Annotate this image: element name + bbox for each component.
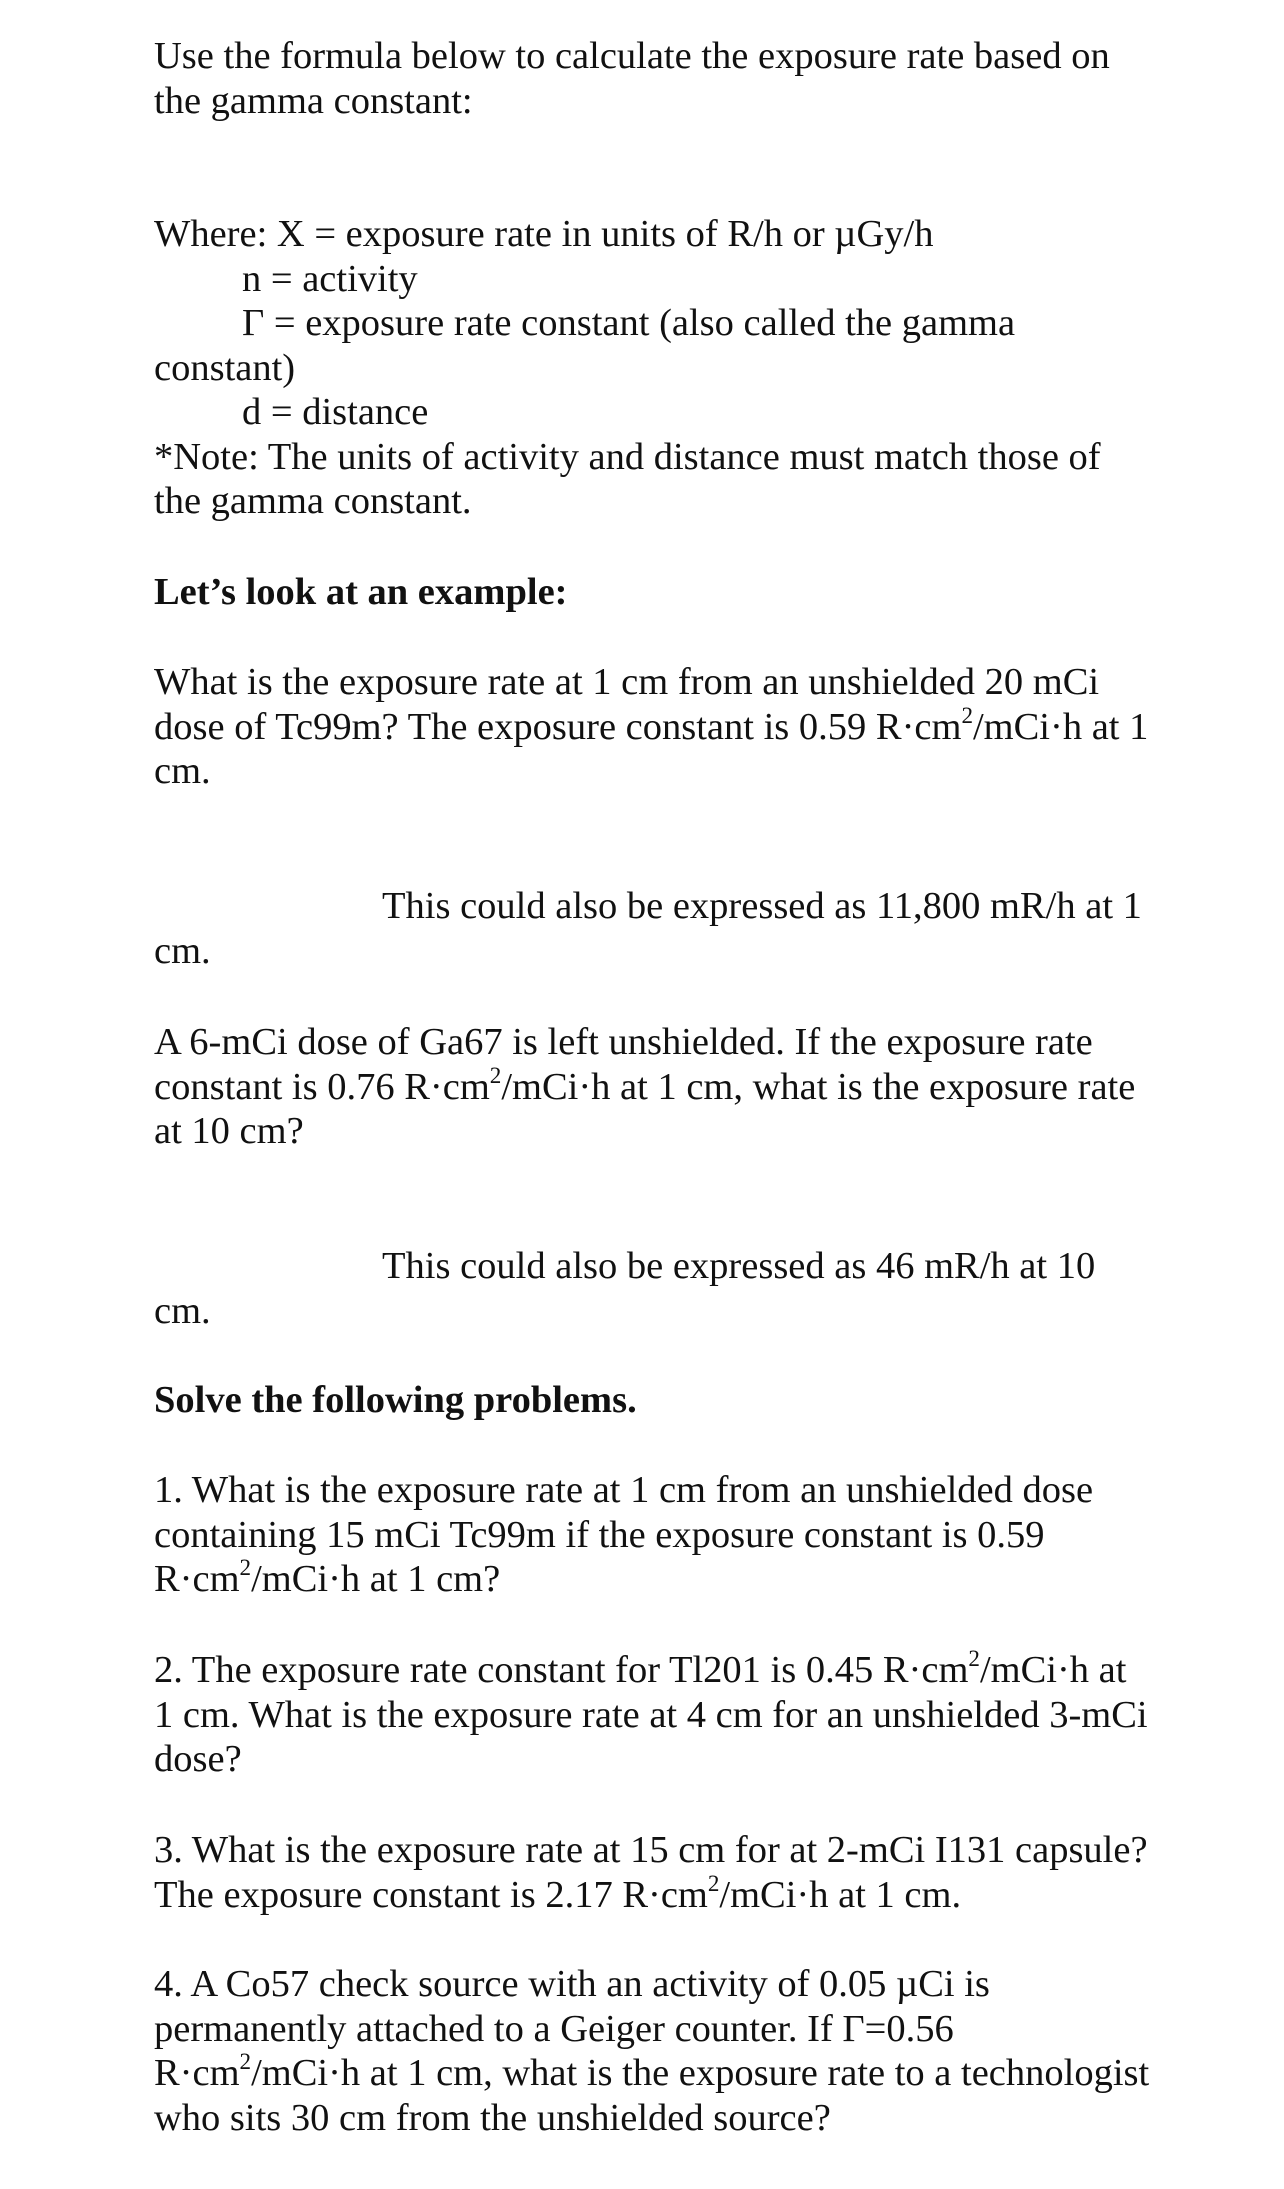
- problem-2-line: dose?: [154, 1738, 242, 1780]
- problem-2-line: [154, 1644, 1164, 1693]
- example2-text: constant is 0.76 R·cm: [154, 1065, 490, 1108]
- example2-text: /mCi·h at 1 cm, what is the exposure rate: [501, 1065, 1136, 1108]
- superscript: 2: [707, 1869, 720, 1896]
- example2-answer: [154, 1244, 1164, 1333]
- example1-line: cm.: [154, 750, 211, 792]
- example2-line: A 6-mCi dose of Ga67 is left unshielded. If the exposure rate: [154, 1021, 1093, 1063]
- problem-2-line: 1 cm. What is the exposure rate at 4 cm for an unshielded 3-mCi: [154, 1693, 1148, 1736]
- superscript: 2: [489, 1061, 502, 1088]
- example-heading: Let’s look at an example:: [154, 571, 568, 613]
- problem-2-text: 2. The exposure rate constant for Tl201 is 0.45 R·cm: [154, 1649, 969, 1691]
- problem-3-text: /mCi·h at 1 cm.: [719, 1873, 962, 1916]
- example1-line: [154, 701, 1164, 750]
- problem-4-text: /mCi·h at 1 cm, what is the exposure rate to a technologist: [251, 2052, 1150, 2094]
- example2-line: [154, 1061, 1164, 1110]
- problem-2: [154, 1644, 1164, 1782]
- problem-3: [154, 1828, 1164, 1917]
- problem-3-line: 3. What is the exposure rate at 15 cm for at 2-mCi I131 capsule?: [154, 1829, 1148, 1871]
- example1-text: dose of Tc99m? The exposure constant is 0.59 R·cm: [154, 705, 962, 748]
- example1-answer: [154, 884, 1164, 973]
- definition-gamma-cont: constant): [154, 346, 296, 389]
- intro-line: the gamma constant:: [154, 79, 473, 122]
- example2-line: at 10 cm?: [154, 1110, 304, 1152]
- example1-text: /mCi·h at 1: [972, 705, 1149, 748]
- intro-paragraph: [154, 34, 1164, 123]
- superscript: 2: [968, 1644, 980, 1671]
- definitions-block: [154, 212, 1164, 524]
- problem-1-line: containing 15 mCi Tc99m if the exposure constant is 0.59: [154, 1513, 1045, 1556]
- definition-d: d = distance: [242, 391, 429, 433]
- definition-n: n = activity: [242, 257, 418, 300]
- example1-line: What is the exposure rate at 1 cm from an unshielded 20 mCi: [154, 661, 1100, 703]
- superscript: 2: [961, 701, 973, 728]
- example2-answer-line: This could also be expressed as 46 mR/h at 10: [382, 1245, 1096, 1287]
- problem-4-line: [154, 2047, 1164, 2096]
- intro-line: Use the formula below to calculate the exposure rate based on: [154, 35, 1110, 77]
- problem-1: [154, 1468, 1164, 1602]
- units-note: *Note: The units of activity and distance must match those of: [154, 435, 1101, 478]
- example1-answer-line: cm.: [154, 929, 211, 972]
- problem-3-line: [154, 1869, 1164, 1918]
- example2-answer-line: cm.: [154, 1289, 211, 1332]
- units-note-cont: the gamma constant.: [154, 480, 472, 522]
- problem-4-line: 4. A Co57 check source with an activity of 0.05 µCi is: [154, 1963, 990, 2005]
- example2-question: [154, 1020, 1164, 1154]
- superscript: 2: [239, 2047, 252, 2074]
- problem-4-line: permanently attached to a Geiger counter. If Γ=0.56: [154, 2007, 954, 2050]
- problem-4-line: who sits 30 cm from the unshielded source?: [154, 2096, 831, 2139]
- problem-1-text: /mCi·h at 1 cm?: [251, 1558, 501, 1600]
- problem-1-text: R·cm: [154, 1558, 240, 1600]
- problem-4-text: R·cm: [154, 2052, 240, 2094]
- problem-3-text: The exposure constant is 2.17 R·cm: [154, 1873, 708, 1916]
- superscript: 2: [239, 1553, 252, 1580]
- problem-2-text: /mCi·h at: [979, 1649, 1127, 1691]
- problem-4: [154, 1962, 1164, 2140]
- problems-heading: Solve the following problems.: [154, 1379, 637, 1421]
- problem-1-line: 1. What is the exposure rate at 1 cm from an unshielded dose: [154, 1469, 1094, 1511]
- example1-question: [154, 660, 1164, 794]
- definition-x: Where: X = exposure rate in units of R/h or µGy/h: [154, 213, 934, 255]
- definition-gamma: Γ = exposure rate constant (also called the gamma: [242, 302, 1016, 344]
- example1-answer-line: This could also be expressed as 11,800 mR/h at 1: [382, 885, 1142, 927]
- problem-1-line: [154, 1553, 1164, 1602]
